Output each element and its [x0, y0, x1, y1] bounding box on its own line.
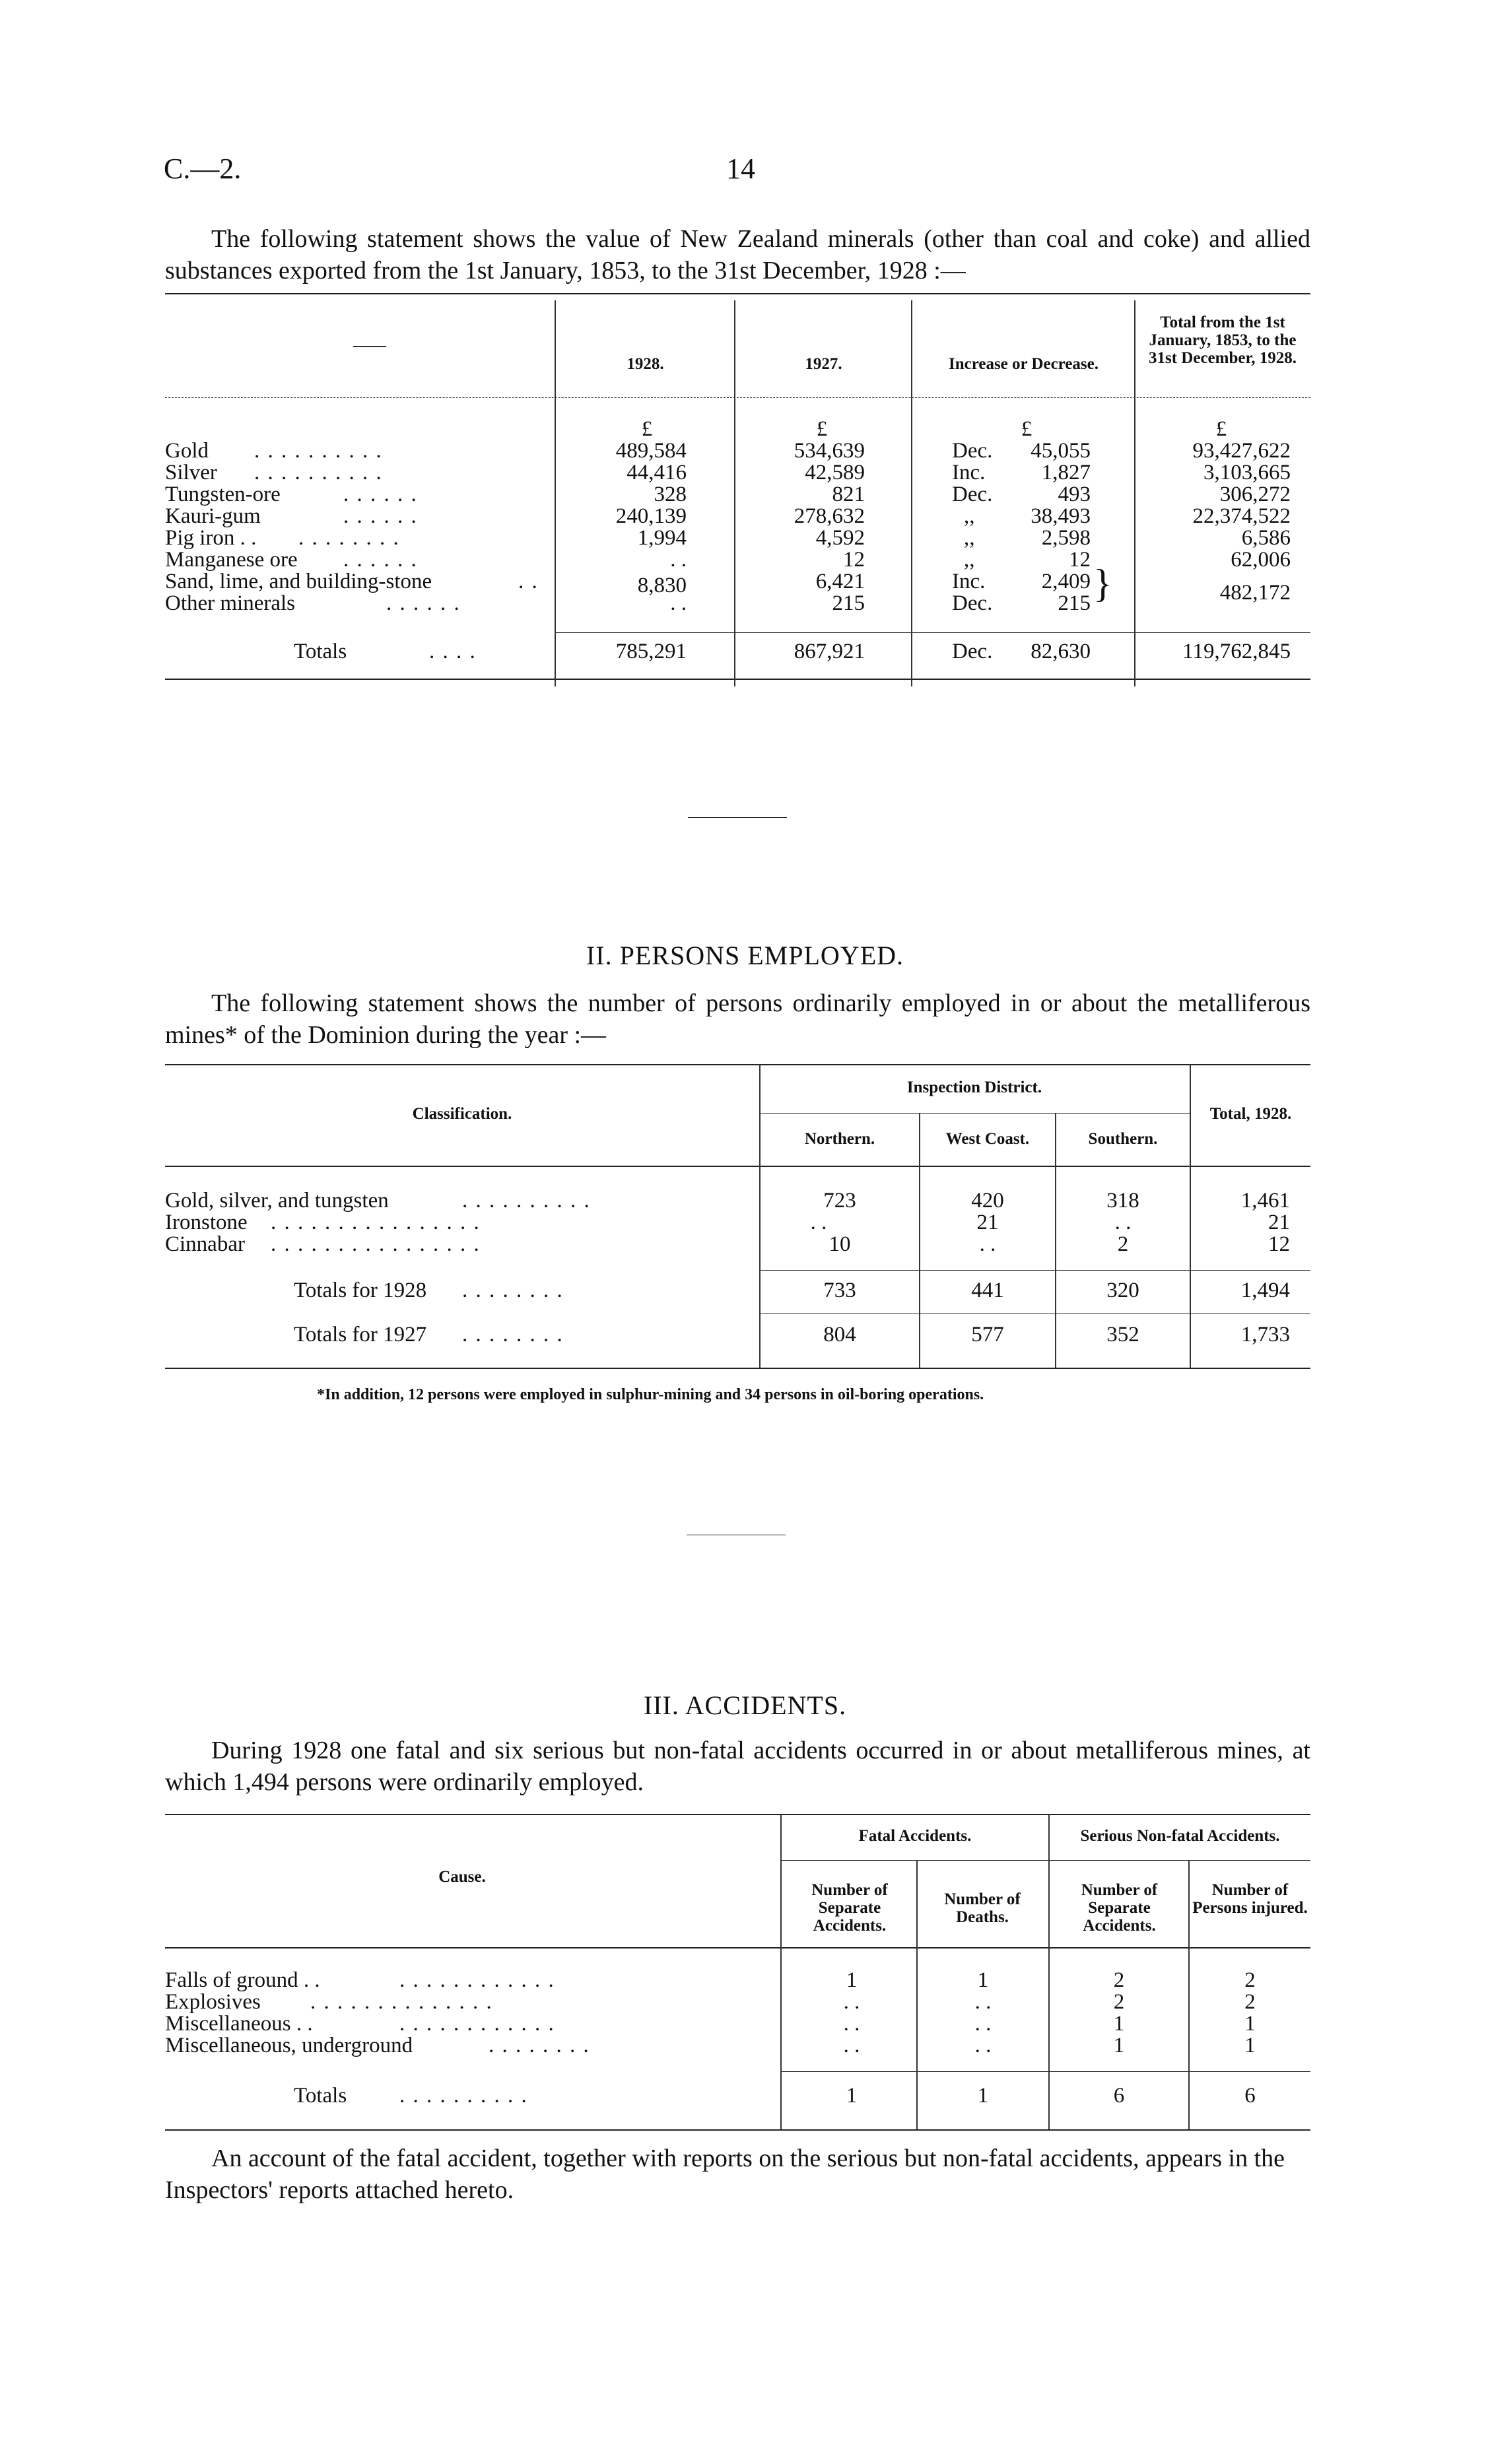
leader-dots: . . . . . . . . . .	[254, 461, 383, 484]
leader-dots: . . . . . .	[343, 483, 418, 506]
value-1927: 4,592	[815, 526, 865, 550]
value-1928: 8,830	[637, 574, 687, 597]
currency-1928: £	[641, 417, 653, 441]
currency-total: £	[1215, 417, 1227, 441]
col-header-1928: 1928.	[626, 355, 664, 373]
total-value: 22,374,522	[1192, 504, 1291, 528]
leader-dots: . . . . . . . . . . . .	[399, 1968, 555, 1992]
fatal-deaths-value: . .	[974, 2012, 992, 2036]
northern-value: 723	[823, 1189, 856, 1213]
leader-dots: . . . . . . . . . . . .	[399, 2012, 555, 2036]
col-header-northern: Northern.	[804, 1130, 875, 1148]
value-1927: 821	[832, 483, 865, 506]
change-direction: ,,	[964, 548, 975, 572]
currency-change: £	[1021, 417, 1033, 441]
persons-section-title: II. PERSONS EMPLOYED.	[586, 941, 904, 970]
total-value: 6,586	[1241, 526, 1291, 550]
change-value: 45,055	[1031, 439, 1091, 463]
accidents-intro: During 1928 one fatal and six serious but non-fatal accidents occurred in or about metalliferous mines, at which 1,494 persons were ordinarily employed.	[165, 1737, 1310, 1796]
northern-value: . .	[810, 1211, 827, 1234]
grand-total: 119,762,845	[1182, 640, 1291, 663]
west-coast-total: 441	[971, 1279, 1004, 1302]
west-coast-value: . .	[979, 1232, 996, 1256]
value-1928: 1,994	[637, 526, 687, 550]
change-value: 12	[1069, 548, 1091, 572]
change-value: 215	[1058, 591, 1091, 615]
value-1927: 278,632	[794, 504, 865, 528]
leader-dots: . . . . . . . . . .	[462, 1189, 591, 1213]
nf-separate-value: 2	[1113, 1990, 1125, 2014]
leader-dots: . . . . . . . . . . . . . . . .	[271, 1232, 481, 1256]
value-1927: 534,639	[794, 439, 865, 463]
change-value: 38,493	[1031, 504, 1091, 528]
value-1927: 6,421	[815, 570, 865, 593]
row-label: Falls of ground . .	[165, 1968, 320, 1992]
col-header-cause: Cause.	[438, 1868, 486, 1886]
totals-label: Totals for 1927	[294, 1323, 427, 1347]
accidents-section-title: III. ACCIDENTS.	[643, 1690, 847, 1720]
value-1927: 215	[832, 591, 865, 615]
leader-dots: . . . . . . . .	[298, 526, 400, 550]
fatal-separate-total: 1	[846, 2084, 858, 2108]
southern-total: 320	[1106, 1279, 1139, 1302]
row-label: Manganese ore	[165, 548, 298, 572]
leader-dots: . . . . . . . . . .	[399, 2084, 528, 2108]
col-header-dash: ——	[353, 337, 386, 354]
total-change: 82,630	[1031, 640, 1091, 663]
west-coast-total: 577	[971, 1323, 1004, 1347]
leader-dots: . . . . . .	[386, 591, 461, 615]
northern-total: 804	[823, 1323, 856, 1347]
leader-dots: . . . . . . . .	[462, 1323, 564, 1347]
leader-dots: . . . .	[429, 640, 477, 663]
totals-label: Totals	[294, 2084, 347, 2108]
change-direction: Inc.	[952, 570, 986, 593]
col-header-fatal-deaths: Number of Deaths.	[944, 1890, 1021, 1926]
col-header-southern: Southern.	[1088, 1130, 1158, 1148]
value-1928: . .	[670, 548, 687, 572]
value-1928: 328	[654, 483, 687, 506]
grand-total: 1,733	[1240, 1323, 1290, 1347]
nf-injured-value: 1	[1244, 2012, 1256, 2036]
accidents-closing: An account of the fatal accident, together with reports on the serious but non-fatal accidents, appears in the Inspectors' reports attached hereto.	[165, 2145, 1285, 2204]
nf-separate-value: 1	[1113, 2012, 1125, 2036]
grand-total: 1,494	[1240, 1279, 1290, 1302]
col-header-total: Total from the 1st January, 1853, to the 31st December, 1928.	[1148, 314, 1297, 367]
col-header-nf-injured: Number of Persons injured.	[1192, 1881, 1308, 1917]
leader-dots: . . . . . . . . . . . . . . . .	[271, 1211, 481, 1234]
doc-reference: C.—2.	[164, 152, 242, 185]
total-value: 306,272	[1219, 483, 1291, 506]
west-coast-value: 21	[976, 1211, 999, 1234]
row-label: Explosives	[165, 1990, 261, 2014]
row-label: Pig iron . .	[165, 526, 257, 550]
northern-value: 10	[829, 1232, 851, 1256]
fatal-separate-value: . .	[843, 2012, 860, 2036]
change-value: 2,409	[1041, 570, 1091, 593]
col-header-nf-separate: Number of Separate Accidents.	[1081, 1881, 1158, 1935]
value-1928: 240,139	[615, 504, 687, 528]
change-value: 1,827	[1041, 461, 1091, 484]
fatal-deaths-value: . .	[974, 1990, 992, 2014]
col-header-district: Inspection District.	[906, 1079, 1042, 1096]
change-direction: Inc.	[952, 461, 986, 484]
value-1928: 489,584	[615, 439, 687, 463]
fatal-deaths-value: . .	[974, 2034, 992, 2057]
leader-dots: . . . . . .	[343, 504, 418, 528]
page-number: 14	[726, 152, 755, 185]
row-label: Tungsten-ore	[165, 483, 281, 506]
fatal-separate-value: . .	[843, 1990, 860, 2014]
total-value: 3,103,665	[1203, 461, 1291, 484]
value-1928: . .	[670, 591, 687, 615]
col-header-nonfatal: Serious Non-fatal Accidents.	[1080, 1827, 1280, 1845]
total-1927: 867,921	[794, 640, 865, 663]
persons-intro: The following statement shows the number of persons ordinarily employed in or about the metalliferous mines* of the Dominion during the year :—	[165, 989, 1310, 1049]
combined-total: 482,172	[1219, 581, 1291, 605]
row-label: Miscellaneous . .	[165, 2012, 313, 2036]
totals-label: Totals for 1928	[294, 1279, 427, 1302]
total-value: 21	[1268, 1211, 1290, 1234]
nf-injured-value: 2	[1244, 1968, 1256, 1992]
fatal-separate-value: 1	[846, 1968, 858, 1992]
col-header-total-1928: Total, 1928.	[1209, 1105, 1292, 1123]
section-divider	[688, 817, 787, 818]
nf-separate-value: 2	[1113, 1968, 1125, 1992]
southern-value: 318	[1106, 1189, 1139, 1213]
fatal-deaths-value: 1	[977, 1968, 989, 1992]
col-header-change: Increase or Decrease.	[948, 355, 1099, 373]
nf-separate-total: 6	[1113, 2084, 1125, 2108]
southern-value: 2	[1117, 1232, 1129, 1256]
west-coast-value: 420	[971, 1189, 1004, 1213]
col-header-fatal: Fatal Accidents.	[858, 1827, 972, 1845]
change-direction: Dec.	[952, 439, 993, 463]
minerals-intro: The following statement shows the value of New Zealand minerals (other than coal and coke) and allied substances exported from the 1st January, 1853, to the 31st December, 1928 :—	[165, 225, 1310, 284]
persons-footnote: *In addition, 12 persons were employed in sulphur-mining and 34 persons in oil-boring operations.	[317, 1386, 984, 1403]
value-1927: 42,589	[805, 461, 865, 484]
total-value: 12	[1268, 1232, 1290, 1256]
row-label: Miscellaneous, underground	[165, 2034, 413, 2057]
col-header-1927: 1927.	[805, 355, 842, 373]
total-value: 62,006	[1231, 548, 1291, 572]
nf-injured-value: 2	[1244, 1990, 1256, 2014]
change-direction: Dec.	[952, 591, 993, 615]
row-label: Gold, silver, and tungsten	[165, 1189, 389, 1213]
row-label: Sand, lime, and building-stone	[165, 570, 432, 593]
row-label: Other minerals	[165, 591, 296, 615]
leader-dots: . . . . . . . . . . . . . .	[310, 1990, 493, 2014]
change-direction: ,,	[964, 504, 975, 528]
leader-dots: . . . . . .	[343, 548, 418, 572]
southern-value: . .	[1114, 1211, 1132, 1234]
value-1927: 12	[843, 548, 865, 572]
change-direction: ,,	[964, 526, 975, 550]
value-1928: 44,416	[626, 461, 687, 484]
nf-injured-total: 6	[1244, 2084, 1256, 2108]
row-label: Silver	[165, 461, 217, 484]
nf-injured-value: 1	[1244, 2034, 1256, 2057]
northern-total: 733	[823, 1279, 856, 1302]
leader-dots: . . . . . . . . . .	[254, 439, 383, 463]
leader-dots: . .	[518, 570, 539, 593]
row-label: Kauri-gum	[165, 504, 261, 528]
total-value: 1,461	[1240, 1189, 1290, 1213]
brace-icon: }	[1093, 562, 1112, 605]
row-label: Cinnabar	[165, 1232, 245, 1256]
fatal-deaths-total: 1	[977, 2084, 989, 2108]
change-value: 2,598	[1041, 526, 1091, 550]
nf-separate-value: 1	[1113, 2034, 1125, 2057]
col-header-classification: Classification.	[412, 1105, 512, 1123]
change-direction: Dec.	[952, 483, 993, 506]
total-direction: Dec.	[952, 640, 993, 663]
total-1928: 785,291	[615, 640, 687, 663]
row-label: Gold	[165, 439, 209, 463]
total-value: 93,427,622	[1192, 439, 1291, 463]
row-label: Ironstone	[165, 1211, 248, 1234]
totals-label: Totals	[294, 640, 347, 663]
leader-dots: . . . . . . . .	[489, 2034, 590, 2057]
fatal-separate-value: . .	[843, 2034, 860, 2057]
leader-dots: . . . . . . . .	[462, 1279, 564, 1302]
change-value: 493	[1058, 483, 1091, 506]
col-header-fatal-separate: Number of Separate Accidents.	[811, 1881, 888, 1935]
currency-1927: £	[816, 417, 828, 441]
col-header-west-coast: West Coast.	[945, 1130, 1030, 1148]
southern-total: 352	[1106, 1323, 1139, 1347]
